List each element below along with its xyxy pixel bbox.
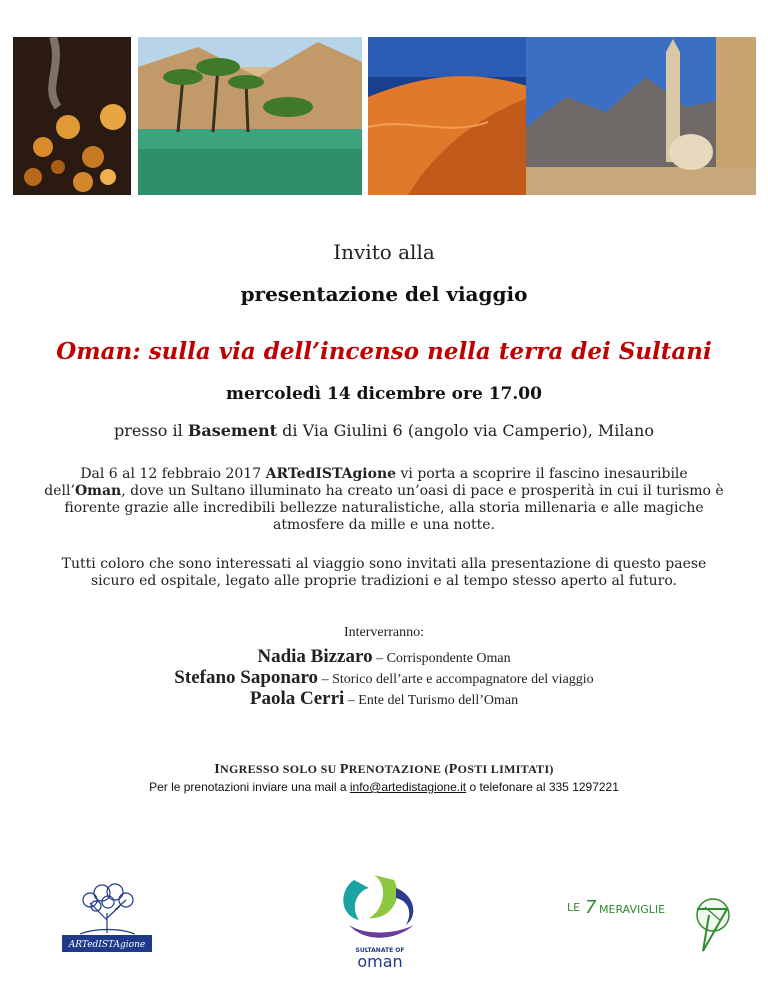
booking-title-part: NGRESSO SOLO SU — [220, 762, 340, 776]
para1-brand: ARTedISTAgione — [265, 466, 397, 482]
booking-title-part: OSTI LIMITATI) — [457, 762, 554, 776]
venue-place: Basement — [187, 421, 278, 440]
invite-line: Invito alla — [333, 240, 435, 264]
tree-logo-icon — [60, 878, 154, 954]
meraviglie-prefix: LE — [567, 901, 581, 914]
venue-suffix: di Via Giulini 6 (angolo via Camperio), Milano — [277, 421, 654, 440]
artedistagione-logo-text: ARTedISTAgione — [68, 940, 146, 950]
venue-prefix: presso il — [114, 421, 188, 440]
booking-email-link[interactable]: info@artedistagione.it — [349, 780, 467, 794]
booking-title-initial: P — [339, 762, 349, 777]
oman-calligraphy-logo-icon — [334, 870, 426, 970]
frankincense-photo — [13, 37, 131, 195]
oman-logo-line1: SULTANATE OF — [355, 947, 405, 954]
invitation-paragraph: Tutti coloro che sono interessati al viaggio sono invitati alla presentazione di questo paese sicuro ed ospitale, legato alle proprie tradizioni e al tempo stesso aperto al futuro. — [61, 556, 707, 589]
para1-country: Oman — [74, 483, 122, 499]
booking-text: Per le prenotazioni inviare una mail a — [149, 780, 350, 794]
desert-dunes-photo — [368, 37, 530, 195]
event-title: Oman: sulla via dell’incenso nella terra dei Sultani — [56, 338, 712, 365]
oman-logo-line2: oman — [357, 952, 403, 970]
speaker-name: Nadia Bizzaro — [257, 646, 373, 667]
meraviglie-word: MERAVIGLIE — [599, 903, 666, 916]
booking-title — [0, 762, 768, 778]
meraviglie-logo-icon — [565, 895, 735, 953]
para1-text-a: Dal 6 al 12 febbraio 2017 — [80, 466, 266, 482]
header-photo-strip — [13, 37, 756, 195]
booking-title-part: RENOTAZIONE ( — [348, 762, 449, 776]
speaker-name: Stefano Saponaro — [174, 667, 319, 688]
para1-text-c: , dove un Sultano illuminato ha creato un’oasi di pace e prosperità in cui il turismo è fiorente grazie alle incredibili bellezze naturalistiche, alla storia millenaria e alle magiche atmosfere da mille e una notte. — [64, 483, 724, 533]
description-paragraph — [40, 466, 728, 534]
booking-line — [0, 780, 768, 794]
sette-meraviglie-logo — [565, 895, 735, 953]
booking-title-initial: I — [214, 762, 221, 777]
booking-phone-text: o telefonare al 335 1297221 — [466, 780, 619, 794]
speaker-row — [0, 667, 768, 689]
speakers-label: Interverranno: — [343, 625, 425, 640]
speaker-row — [0, 688, 768, 710]
speaker-role: – Storico dell’arte e accompagnatore del viaggio — [318, 672, 594, 687]
minaret-fort-photo — [526, 37, 756, 195]
oman-tourism-logo — [334, 870, 426, 970]
presentation-heading: presentazione del viaggio — [240, 282, 528, 306]
speaker-role: – Corrispondente Oman — [372, 651, 511, 666]
oasis-photo — [138, 37, 362, 195]
booking-title-initial: P — [448, 762, 458, 777]
speaker-role: – Ente del Turismo dell’Oman — [344, 693, 519, 708]
speaker-row — [0, 646, 768, 668]
para1-text-b: vi porta a scoprire il fascino inesauribile dell’ — [44, 466, 688, 499]
event-date: mercoledì 14 dicembre ore 17.00 — [226, 384, 542, 404]
artedistagione-logo — [60, 878, 154, 954]
speaker-name: Paola Cerri — [249, 688, 345, 709]
venue-line — [0, 421, 768, 440]
meraviglie-number: 7 — [585, 897, 597, 918]
